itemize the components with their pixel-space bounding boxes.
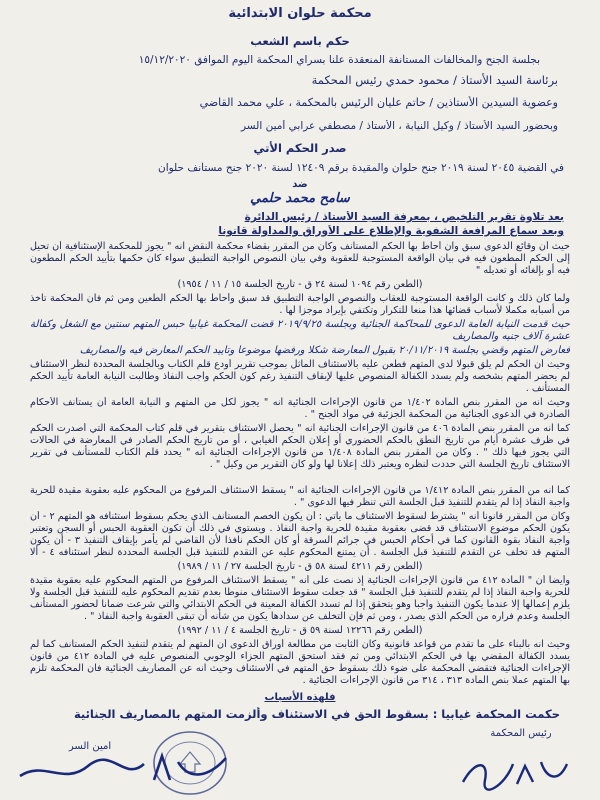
paragraph: وحيث انه من المقرر بنص المادة ١/٤٠٢ من قانون الإجراءات الجنائية انه " يجوز لكل من المتهم و النيابة العامة أن يستأنف الأحكام الصادرة في الدعوى الجنائية من المحكمة الجزئية في مواد الجنح " .: [30, 397, 570, 420]
presidency-line: برئاسة السيد الأستاذ / محمود حمدي رئيس المحكمة: [311, 73, 558, 87]
issued-line: صدر الحكم الأتي: [253, 141, 347, 155]
paragraph: وكان من المقرر قانونا أنه " يشترط لسقوط الاستئناف ما يأتي : أن يكون الخصم المستأنف الذي يحكم بسقوط استئنافه هو المتهم ٢ - أن يكون الحكم موضوع الاستئناف قد قضى بعقوبة مقيدة للحرية واجبة النفاذ . ويستوي في ذلك أن تكون العقوبة الحبس أو السجن وتعتبر واجبة النفاذ بقوة القانون كما في أحكام الحبس في جرائم السرقة أو كان الحكم نافذا لأن القاضي لم يأمر بإيقاف التنفيذ ٣ - أن يكون المتهم قد تخلف عن التقدم للتنفيذ قبل الجلسة . أن يمتنع المحكوم عليه عن التقدم للتنفيذ قبل الجلسة المحددة لنظر استئنافه ٤ - ألا: [30, 511, 570, 558]
paragraph: ولما كان ذلك و كانت الواقعة المستوجبة للعقاب والنصوص الواجبة التطبيق قد سبق وأحاط بها الحكم الطعين ومن ثم فان المحكمة تأخذ من أسبابه مكملا لأسباب قضائها هذا منعا للتكرار وتكتفي بإيراد موجزا لها .: [30, 293, 570, 316]
intro-line-2: وبعد سماع المرافعة الشفوية والإطلاع على الأوراق والمداولة قانونا: [218, 225, 564, 237]
paragraph: كما انه من المقرر بنص المادة ٤٠٦ من قانون الإجراءات الجنائية انه " يحصل الاستئناف بتقرير في قلم كتاب المحكمة التي أصدرت الحكم في ظرف عشرة أيام من تاريخ النطق بالحكم الحضوري أو إعلان الحكم الغيابي ، أو من تاريخ الحكم الصادر في المعارضة في الحالات التي يجوز فيها ذلك " . وكان من المقرر بنص المادة ١/٤٠٨ من قانون الإجراءات الجنائية انه " يحدد قلم الكتاب للمستأنف في تقرير الاستئناف تاريخ الجلسة التي حددت لنظره ويعتبر ذلك إعلانا لها ولو كان التقرير من وكيل " .: [30, 423, 570, 470]
citation: (الطعن رقم ٤٢١١ لسنة ٥٨ ق - تاريخ الجلسة ٢٧ / ١١ / ١٩٨٩): [177, 561, 423, 572]
members-line: وعضوية السيدين الأستاذين / حاتم عليان الرئيس بالمحكمة ، علي محمد القاضي: [199, 96, 558, 109]
defendant-name: سامح محمد حلمي: [250, 191, 350, 206]
verdict: حكمت المحكمة غيابيا : بسقوط الحق في الاستئناف وألزمت المتهم بالمصاريف الجنائية: [73, 707, 560, 721]
paragraph: وأيضا أن " المادة ٤١٢ من قانون الإجراءات الجنائية إذ نصت على أنه " يسقط الاستئناف المرفوع من المتهم المحكوم عليه بعقوبة مقيدة للحرية واجبة النفاذ إذا لم يتقدم للتنفيذ قبل الجلسة " قد جعلت سقوط الاستئناف منوطا بعدم تقديم المحكوم عليه للتنفيذ قبل الجلسة ولا يلزم إعمالها إلا عندما يكون التنفيذ واجبا وهو يتحقق إذا لم تسدد الكفالة المعينة في الحكم الابتدائي والتي شرعت ضمانا لحضور المستأنف الجلسة وعدم فراره من الحكم الذي يصدر ، ومن ثم فإن التخلف عن سدادها يكون من شأنه أن تبقى العقوبة واجبة النفاذ " .: [30, 575, 570, 622]
case-line: في القضية ٢٠٤٥ لسنة ٢٠١٩ جنح حلوان والمقيدة برقم ١٢٤٠٩ لسنة ٢٠٢٠ جنح مستأنف حلوان: [157, 162, 564, 174]
judge-signature-icon: [14, 746, 234, 796]
ruling-title: حكم باسم الشعب: [250, 34, 350, 48]
grounds-title: فلهذه الأسباب: [264, 692, 336, 703]
attendance-line: وبحضور السيد الأستاذ / وكيل النيابة ، الأستاذ / مصطفي عرابي أمين السر: [241, 120, 558, 132]
paragraph: كما انه من المقرر بنص المادة ١/٤١٢ من قانون الإجراءات الجنائية انه " يسقط الاستئناف المرفوع من المحكوم عليه بعقوبة مقيدة للحرية واجبة النفاذ إذا لم يتقدم للتنفيذ قبل الجلسة التي تنظر فيها الدعوى " .: [30, 485, 570, 508]
secretary-signature-icon: [455, 752, 575, 796]
citation: (الطعن رقم ١٠٩٤ لسنة ٢٤ ق - تاريخ الجلسة ١٥ / ١١ / ١٩٥٤): [177, 279, 423, 290]
against-label: ضد: [292, 179, 308, 190]
paragraph-handwritten: فعارض المتهم وقضي بجلسة ٢٠/١١/٢٠١٩ بقبول المعارضة شكلا ورفضها موضوعا وتأييد الحكم المعارض فيه والمصاريف: [79, 345, 570, 356]
secretary-label: أمين السر: [68, 741, 112, 752]
court-name: محكمة حلوان الابتدائية: [228, 6, 372, 21]
session-line: بجلسة الجنح والمخالفات المستأنفة المنعقدة علنا بسراي المحكمة اليوم الموافق ١٥/١٢/٢٠٢٠: [138, 54, 540, 66]
paragraph: حيث أن وقائع الدعوى سبق وان أحاط بها الحكم المستأنف وكان من المقرر بقضاء محكمة النقض انه " يجوز للمحكمة الإستئنافية أن تحيل إلى الحكم المطعون فيه في بيان الواقعة المستوجبة للعقوبة وفي بيان النصوص الواجبة التطبيق سواء كان حكمها بتأييد الحكم المطعون فيه أو بإلغائه أو تعديله ": [30, 241, 570, 276]
paragraph-handwritten: حيث قدمت النيابة العامة الدعوى للمحاكمة الجنائية وبجلسة ٢٠١٩/٩/٢٥ قضت المحكمة غيابيا حبس المتهم سنتين مع الشغل وكفالة عشرة آلاف جنيه والمصاريف: [30, 319, 570, 342]
citation: (الطعن رقم ١٢٢٦٦ لسنة ٥٩ ق - تاريخ الجلسة ٤ / ١١ / ١٩٩٢): [177, 625, 423, 636]
paragraph: وحيث انه بالبناء على ما تقدم من قواعد قانونية وكان الثابت من مطالعة أوراق الدعوى أن المتهم لم يتقدم لتنفيذ الحكم المستأنف كما لم يسدد الكفالة المقضي بها في الحكم الابتدائي ومن ثم فقد استحق المتهم الجزاء الوجوبي المنصوص عليه في المادة ٤١٢ من قانون الإجراءات الجنائية فتقضي المحكمة على ضوء ذلك بسقوط حق المتهم في الاستئناف وحيث انه عن المصاريف الجنائية فان المحكمة تلزم بها المتهم عملا بنص المادة ٣١٣ ، ٣١٤ من قانون الإجراءات الجنائية .: [30, 639, 570, 686]
judge-label: رئيس المحكمة: [490, 728, 552, 739]
intro-line-1: بعد تلاوة تقرير التلخيص ، بمعرفة السيد الأستاذ / رئيس الدائرة: [244, 211, 564, 223]
paragraph: وحيث أن الحكم لم يلق قبولا لدى المتهم فطعن عليه بالاستئناف الماثل بموجب تقرير أودع قلم الكتاب وبالجلسة المحددة لنظر الاستئناف لم يحضر المتهم بشخصه ولم يسدد الكفالة المنصوص عليها لإيقاف التنفيذ رغم كون الحكم واجب النفاذ وطالبت النيابة العامة تأييد الحكم المستأنف .: [30, 359, 570, 394]
